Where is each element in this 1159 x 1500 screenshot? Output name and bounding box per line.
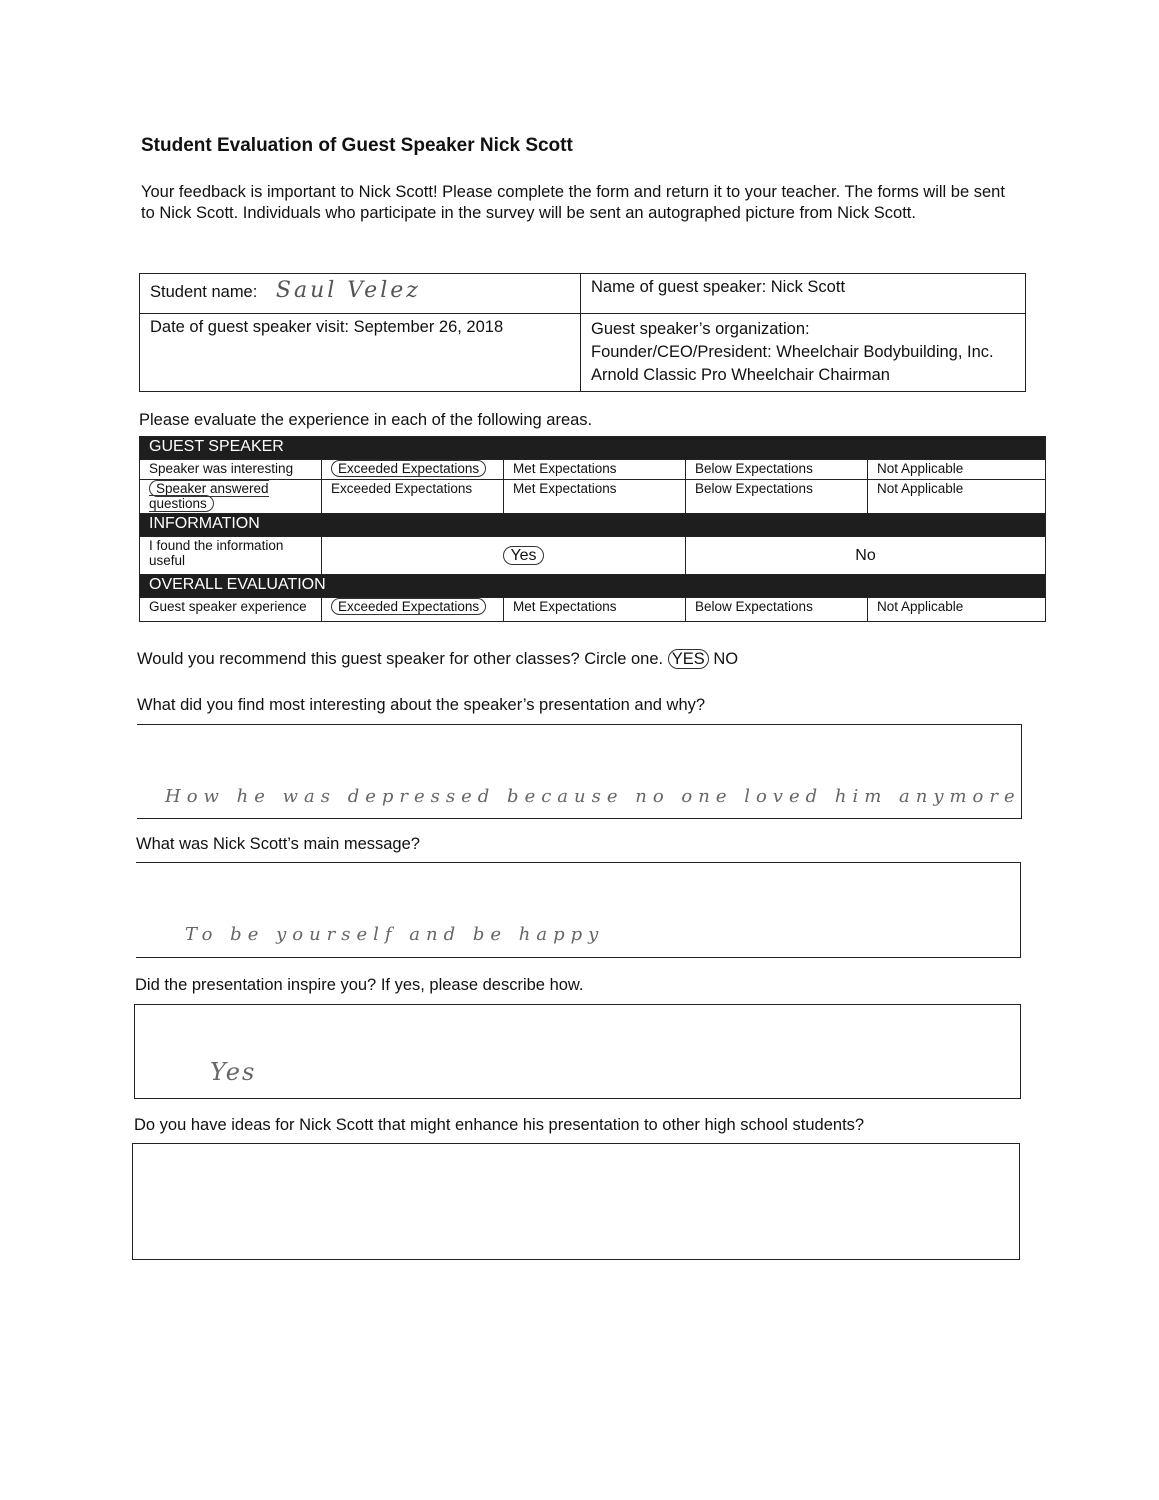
question-2: What was Nick Scott’s main message? [136,835,420,853]
answer-box-3[interactable] [134,1004,1021,1099]
option-na-experience[interactable]: Not Applicable [868,598,1046,622]
answer-3-text: Yes [210,1058,257,1086]
option-met-interesting[interactable]: Met Expectations [504,460,686,480]
evaluation-prompt: Please evaluate the experience in each of the following areas. [139,411,593,429]
option-met-answered[interactable]: Met Expectations [504,480,686,514]
evaluation-table [139,436,1046,622]
row-label-interesting: Speaker was interesting [140,460,322,480]
option-yes-useful[interactable] [322,537,686,575]
option-exceeded-experience[interactable] [322,598,504,622]
option-label: Yes [503,546,543,565]
intro-text: Your feedback is important to Nick Scott! Please complete the form and return it to your teacher. The forms will be sent to Nick Scott. Individuals who participate in the survey will be sent an autographed picture from Nick Scott. [141,183,1005,222]
question-4: Do you have ideas for Nick Scott that might enhance his presentation to other high school students? [134,1116,865,1134]
visit-date-cell [140,314,581,392]
recommend-yes-option[interactable]: YES [668,649,709,669]
student-name-value: Saul Velez [275,278,421,303]
option-met-experience[interactable]: Met Expectations [504,598,686,622]
option-na-answered[interactable]: Not Applicable [868,480,1046,514]
question-1: What did you find most interesting about the speaker’s presentation and why? [137,696,706,714]
row-label-answered [140,480,322,514]
option-no-useful[interactable]: No [686,537,1046,575]
row-label-text: Speaker answered questions [149,481,269,511]
row-label-experience: Guest speaker experience [140,598,322,622]
recommend-question [137,650,738,669]
guest-name-cell [581,274,1026,314]
question-3: Did the presentation inspire you? If yes, please describe how. [135,976,584,994]
form-title: Student Evaluation of Guest Speaker Nick Scott [141,135,573,156]
option-below-interesting[interactable]: Below Expectations [686,460,868,480]
recommend-question-text: Would you recommend this guest speaker for other classes? Circle one. [137,650,664,668]
row-label-useful: I found the information useful [140,537,322,575]
visit-date-text: Date of guest speaker visit: September 26, 2018 [150,318,504,336]
organization-label: Guest speaker’s organization: [591,320,810,338]
student-name-cell[interactable] [140,274,581,314]
answer-2-text: To be yourself and be happy [185,924,605,945]
answer-1-text: How he was depressed because no one loved him anymore [165,786,1021,807]
section-guest-speaker: GUEST SPEAKER [140,437,1046,460]
answer-box-4[interactable] [132,1143,1020,1260]
organization-line-2: Arnold Classic Pro Wheelchair Chairman [591,366,890,384]
student-name-label: Student name: [150,283,258,301]
organization-line-1: Founder/CEO/President: Wheelchair Bodybuilding, Inc. [591,343,994,361]
option-exceeded-answered[interactable]: Exceeded Expectations [322,480,504,514]
guest-name-text: Name of guest speaker: Nick Scott [591,278,846,296]
option-exceeded-interesting[interactable] [322,460,504,480]
section-overall-evaluation: OVERALL EVALUATION [140,575,1046,598]
info-table [139,273,1026,392]
organization-cell [581,314,1026,392]
recommend-no-option[interactable]: NO [713,650,739,668]
section-information: INFORMATION [140,514,1046,537]
option-label: Exceeded Expectations [331,460,486,477]
option-below-experience[interactable]: Below Expectations [686,598,868,622]
option-label: Exceeded Expectations [331,598,486,615]
option-below-answered[interactable]: Below Expectations [686,480,868,514]
option-na-interesting[interactable]: Not Applicable [868,460,1046,480]
